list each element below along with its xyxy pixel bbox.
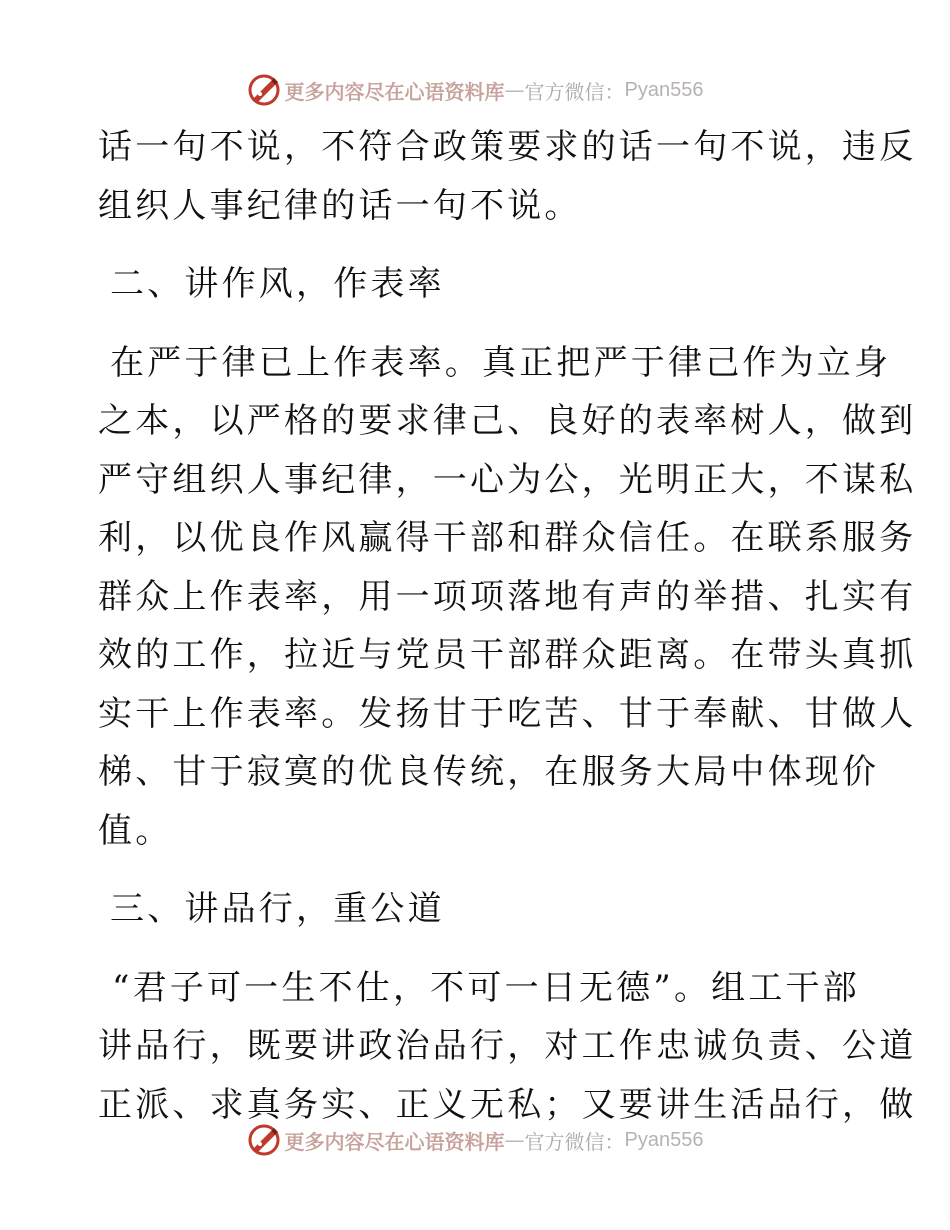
text-line: “君子可一生不仕，不可一日无德”。组工干部 <box>112 967 860 1008</box>
text-line: 正派、求真务实、正义无私；又要讲生活品行，做 <box>98 1084 917 1125</box>
paragraph-2 <box>98 334 917 861</box>
text-line: 利，以优良作风赢得干部和群众信任。在联系服务 <box>98 518 917 558</box>
watermark-wechat-id: Pyan556 <box>624 1128 704 1151</box>
paragraph-1 <box>98 118 917 235</box>
text-line: 值。 <box>98 810 173 851</box>
section-heading-3: 三、讲品行，重公道 <box>110 889 445 929</box>
text-line: 群众上作表率，用一项项落地有声的举措、扎实有 <box>98 576 917 617</box>
header-watermark <box>0 70 950 110</box>
watermark-dash: — <box>504 1128 525 1152</box>
text-line: 实干上作表率。发扬甘于吃苦、甘于奉献、甘做人 <box>98 693 917 734</box>
watermark-promo-text: 更多内容尽在心语资料库 <box>284 1129 505 1154</box>
text-line: 梯、甘于寂寞的优良传统，在服务大局中体现价 <box>98 752 880 792</box>
document-body <box>98 118 917 1134</box>
watermark-wechat-id: Pyan556 <box>624 78 704 101</box>
watermark-promo-text: 更多内容尽在心语资料库 <box>284 79 505 104</box>
text-line: 效的工作，拉近与党员干部群众距离。在带头真抓 <box>98 635 917 675</box>
text-line: 讲品行，既要讲政治品行，对工作忠诚负责、公道 <box>98 1026 917 1066</box>
text-line: 严守组织人事纪律，一心为公，光明正大，不谋私 <box>98 459 917 500</box>
watermark-dash: — <box>504 78 525 102</box>
text-line: 组织人事纪律的话一句不说。 <box>98 185 582 226</box>
pen-circle-logo-icon <box>247 1123 281 1157</box>
text-line: 在严于律已上作表率。真正把严于律己作为立身 <box>110 342 892 383</box>
section-heading-2: 二、讲作风，作表率 <box>110 264 445 304</box>
watermark-official-label: 官方微信： <box>524 1129 625 1154</box>
paragraph-3 <box>98 959 917 1135</box>
text-line: 话一句不说，不符合政策要求的话一句不说，违反 <box>98 127 917 167</box>
watermark-official-label: 官方微信： <box>524 79 625 104</box>
text-line: 之本，以严格的要求律己、良好的表率树人，做到 <box>98 401 917 441</box>
pen-circle-logo-icon <box>247 73 281 107</box>
footer-watermark <box>0 1120 950 1160</box>
